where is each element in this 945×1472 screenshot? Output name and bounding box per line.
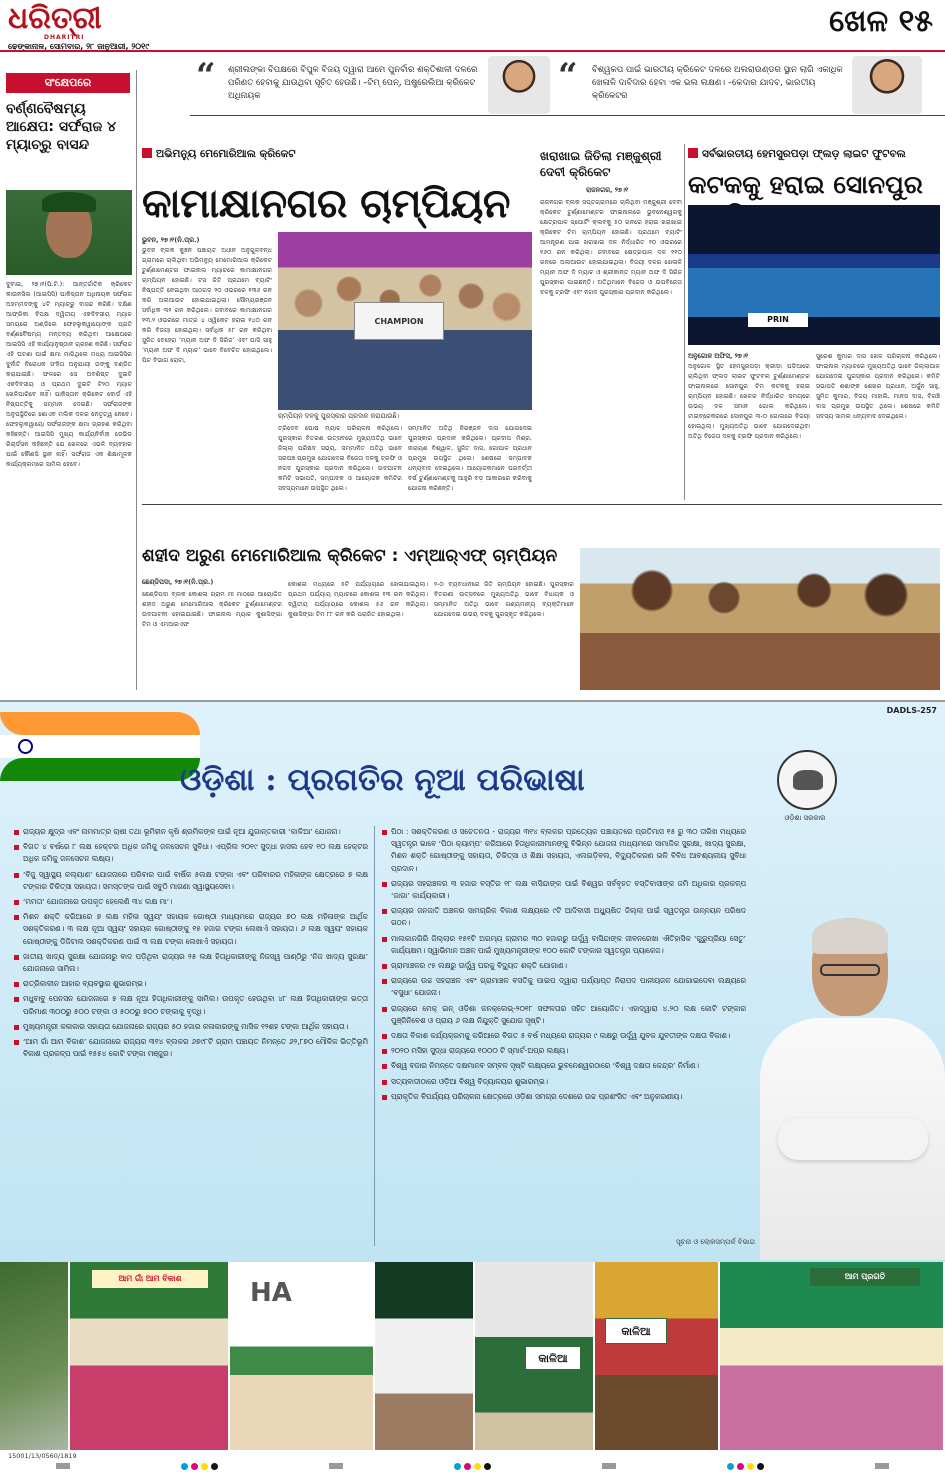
ad-list-item: ରାଜ୍ୟର ସହରାଞ୍ଚଳର ୩ ହଜାର ବସ୍ତିର ୧୮ ଲକ୍ଷ ବାସିନ୍ଦାଙ୍କ ପାଇଁ ବିଶ୍ୱର ସର୍ବବୃହତ ବସ୍ତିବାସୀଙ୍କ ଜମି ଅଧିକାର ପ୍ରକଳ୍ପ ‘ଜାଗା’ କାର୍ଯ୍ୟକାରୀ। [382, 878, 746, 902]
lead-col1: ଭୁବନ ବ୍ଲକ କୁଞ୍ଚନ ପଞ୍ଚାୟତ ଅଧୀନ ଅନୁଗୁଳବନ୍ଧ ଗ୍ରାମରେ ଚାଲିଥିବା ଅଭିମନ୍ୟୁ ମେମୋରିଆଲ କ୍ରିକେଟ ଟୁର୍ଣ୍ଣାମେଣ୍ଟର ଫାଇନାଲ ମ୍ୟାଚରେ କାମାକ୍ଷାନଗର ଚାମ୍ପିୟନ ହୋଇଛି। ଟସ ଜିତି ପ୍ରଥମେ ବ୍ୟାଟିଂ ନିଷ୍ପତ୍ତି ନେଇଥିବା ଆଠଗଡ଼ ୨୦ ଓଭରରେ ୧୩୬ ରନ କରି ଅଲଆଉଟ ହୋଇଯାଇଥିଲା। ସୌମ୍ୟରଞ୍ଜନ ସର୍ବାଧିକ ୩୨ ରନ କରିଥିଲେ। ଜବାବରେ କାମାକ୍ଷାନଗର ୧୩.୨ ଓଭରରେ ମାତ୍ର ୪ ଓ୍ୱିକେଟ ହରାଇ ୧୪୦ ରନ କରି ବିଜୟୀ ହୋଇଥିଲା। ସର୍ବାଧିକ ୫୮ ରନ କରିଥିବା ସୁଜିତ ବେହେରା ‘ମ୍ୟାନ ଅଫ ଦି ସିରିଜ’ ଏବଂ ଘାସି ସାହୁ ‘ମ୍ୟାନ ଅଫ ଦି ମ୍ୟାଚ’ ଭାବେ ବିବେଚିତ ହୋଇଥିଲେ। ପିଚ ବିଭାଗ ରୋଟା, [142, 247, 272, 364]
quote-1: ଶ୍ରୀଲଙ୍କା ବିପକ୍ଷରେ ବିପୁଳ ବିଜୟ ଦ୍ୱାରା ଆମେ ପୁନର୍ବାର ଶକ୍ତିଶାଳୀ ଦଳରେ ପରିଣତ ହେବାକୁ ଯାଉଥିବା ସୂଚିତ ହେଉଛି। –ଟିମ୍ ପେନ୍, ଅଷ୍ଟ୍ରେଲିଆ କ୍ରିକେଟ ଅଧିନାୟକ [228, 65, 478, 101]
ad-list-item: ଗ୍ରାମାଞ୍ଚଳର ୯୫ ଲକ୍ଷରୁ ଊର୍ଦ୍ଧ୍ୱ ଘରକୁ ବିଦ୍ୟୁତ ଶକ୍ତି ଯୋଗାଣ। [382, 960, 746, 972]
lead-byline: ଭୁବନ, ୨୭।୧(ନି.ପ୍ର.) [142, 236, 200, 244]
column-divider [136, 70, 137, 690]
strip-photo-kalia-2 [595, 1262, 720, 1450]
shaheed-col1: ଛେଣ୍ଡିପଦା ବ୍ଲକ କୋଶଳା ଗ୍ରାମ ମୀ ମାଠରେ ଆୟୋଜିତ ଶହୀଦ ଅରୁଣ ମେମୋରିଆଲ କ୍ରିକେଟ ଟୁର୍ଣ୍ଣାମେଣ୍ଟର ଉଦଘାଟନୀ ହୋଇଯାଇଛି। ଫାଇନାଲ ମ୍ୟାଚ କୁଶାସିଙ୍ଗା ଟିମ ଓ ଏମଆରଏଫ [142, 591, 282, 628]
ad-list-item: ରାଜ୍ୟର କ୍ଷୁଦ୍ର ଏବଂ ନାମମାତ୍ର ଚାଷୀ ତଥା ଭୂମିହୀନ କୃଷି ଶ୍ରମିକଙ୍କ ପାଇଁ ନୂଆ ଯୁଗାନ୍ତକାରୀ ‘କାଳିଆ’ ଯୋଜନା। [14, 826, 368, 838]
ad-divider [374, 826, 375, 1246]
ad-list-item: ବିଶ୍ୱ ବଜାର ନିମନ୍ତେ ଦକ୍ଷମାନବ ସମ୍ବଳ ସୃଷ୍ଟି ଲକ୍ଷ୍ୟରେ ଭୁବନେଶ୍ୱରଠାରେ ‘ବିଶ୍ୱ ଦକ୍ଷତା କେନ୍ଦ୍ର’ ନିର୍ମାଣ। [382, 1060, 746, 1072]
strip-photo-meeting [720, 1262, 945, 1450]
registration-mark-icon [56, 1463, 70, 1469]
strip-banner: HA [250, 1278, 292, 1308]
ad-headline: ଓଡ଼ିଶା : ପ୍ରଗତିର ନୂଆ ପରିଭାଷା [180, 762, 585, 798]
lead-photo [278, 232, 532, 410]
football-col1: ଅନୁଗୋଳ ସ୍ଥିତ ହେମସୁରପଡ଼ା କ୍ରୀଡ଼ା ପଡ଼ିଆରେ ଚାଲିଥିବା ଫ୍ଲଡ଼ ଲାଇଟ ଫୁଟବଲ ଟୁର୍ଣ୍ଣାମେଣ୍ଟର ଫାଇନାଲରେ ସୋନପୁର ଟିମ କଟକକୁ ହରାଇ ଚାମ୍ପିୟନ ହୋଇଛି। ଖେଳର ନିର୍ଦ୍ଧାରିତ ସମୟରେ ଉଭୟ ଦଳ ସମାନ ଗୋଲ କରିଥିଲେ। ଟାଇବ୍ରେକରରେ ସୋନପୁର ୩-୦ ଗୋଲରେ ବିଜୟୀ ହୋଇଥିଲା। ମୁଖ୍ୟଅତିଥି ଭାବେ ଯୋଗଦେଇଥିବା ଅତିଥି ବିଜେତା ଦଳକୁ ଟ୍ରଫି ପ୍ରଦାନ କରିଥିଲେ। [688, 363, 810, 440]
registration-mark-icon [875, 1463, 889, 1469]
brief-tag: ସଂକ୍ଷେପରେ [6, 73, 130, 93]
print-code: 15001/13/0560/1819 [8, 1452, 77, 1460]
column-divider [684, 144, 685, 500]
ad-list-item: ରାତ୍ରିକାଳୀନ ଆହାର ବ୍ୟବସ୍ଥାର ଶୁଭାରମ୍ଭ। [14, 978, 368, 990]
strip-banner: ଆମ ପ୍ରଗତି [810, 1268, 920, 1286]
brief-photo [6, 190, 132, 275]
strip-photo-cm [375, 1262, 475, 1450]
ad-credit: ସୂଚନା ଓ ଲୋକସମ୍ପର୍କ ବିଭାଗ [675, 1238, 755, 1246]
shaheed-col3: ୨-୦ ବ୍ୟବଧାନରେ ଜିତି ଚାମ୍ପିୟନ ହୋଇଛି। ପୁରସ୍କାର ବିତରଣୀ ଉତ୍ସବରେ ମୁଖ୍ୟଅତିଥି ଭାବେ ବିଧାୟକ ଓ ସମ୍ମାନିତ ଅତିଥି ଭାବେ ଗଣ୍ୟମାନ୍ୟ ବ୍ୟକ୍ତିମାନେ ଯୋଗଦେଇ ଉଭୟ ଦଳକୁ ପୁରସ୍କୃତ କରିଥିଲେ। [434, 581, 574, 618]
ad-list-item: ‘ବିଜୁ ସ୍ୱାସ୍ଥ୍ୟ କଲ୍ୟାଣ’ ଯୋଜନାରେ ପରିବାର ପାଇଁ ବାର୍ଷିକ ୫ଲକ୍ଷ ଟଙ୍କା ଏବଂ ପରିବାରର ମହିଳାଙ୍କ କ୍ଷେତ୍ରରେ ୭ ଲକ୍ଷ ଟଙ୍କାର ଚିକିତ୍ସା ସହାୟତା। ସମସ୍ତଙ୍କ ପାଇଁ ସବୁଠି ମାଗଣା ସ୍ୱାସ୍ଥ୍ୟସେବା। [14, 869, 368, 893]
shaheed-byline: ଛେଣ୍ଡିପଦା, ୨୭।୧(ନି.ପ୍ର.) [142, 578, 214, 586]
shaheed-photo [580, 548, 940, 690]
registration-mark-icon [454, 1463, 491, 1470]
lead-caption: ଚାମ୍ପିୟନ ଦଳକୁ ପୁରସ୍କାର ପ୍ରଦାନ କରାଯାଉଛି। [278, 412, 400, 420]
quote-2: ବିଶ୍ୱକପ ପାଇଁ ଭାରତୀୟ କ୍ରିକେଟ ଦଳରେ ଅଲରାଉଣ୍ଡର ସ୍ଥାନ ଲାଗି ଏକାଧିକ ଖେଳାଳି ଦାବିଦାର ହେବା ଏକ ଭଲ ଲକ୍ଷଣ। –କେଦାର ଯାଦବ, ଭାରତୀୟ କ୍ରିକେଟର [592, 65, 843, 101]
quote-mark-icon: “ [558, 56, 578, 96]
logo-subtext: DHARITRI [44, 34, 85, 41]
ad-right-list [382, 826, 746, 1106]
lead-col2: ତ୍ରିଦେବ ଘୋଷ ମ୍ୟାଚ ପରିଚାଳନା କରିଥିଲେ। ପୁରସ୍କାର ବିତରଣ ଉତ୍ସବରେ ମୁଖ୍ୟଅତିଥି ଭାବେ ଜିଲ୍ଲା ପରିଷଦ ସଭ୍ୟ, ସମ୍ମାନିତ ଅତିଥି ଭାବେ ସରପଞ୍ଚ ପ୍ରମୁଖ ଯୋଗଦେଇ ବିଜେତା ଦଳକୁ ଟ୍ରଫି ଓ ନଗଦ ପୁରସ୍କାର ପ୍ରଦାନ କରିଥିଲେ। ଉଦଘାଟନ କମିଟି ସଭାପତି, ସମ୍ପାଦକ ଓ ଆୟୋଜକ କମିଟିର ସଦସ୍ୟମାନେ ଉପସ୍ଥିତ ଥିଲେ। [278, 425, 402, 492]
football-photo [688, 205, 940, 345]
brief-body: ଦୁବାଇ, ୨୭।୧(ପି.ଟି.): ଆନ୍ତର୍ଜାତିକ କ୍ରିକେଟ କାଉନସିଲ (ଆଇସିସି) ପାକିସ୍ତାନ ଅଧିନାୟକ ସର୍ଫରାଜ ଅହମ୍ମଦଙ୍କୁ ୪ଟି ମ୍ୟାଚ୍‌ରୁ ବାସନ୍ଦ କରିଛି। ଦକ୍ଷିଣ ଆଫ୍ରିକା ବିପକ୍ଷ ଦ୍ୱିତୀୟ ଏକଦିବସୀୟ ମ୍ୟାଚ ସମୟରେ ଅଣ୍ଡିଲେ ଫେହଲୁକୱାୟୋଙ୍କ ପ୍ରତି ବର୍ଣ୍ଣବୈଷମ୍ୟ ମନ୍ତବ୍ୟ କରିଥିବା ଆକ୍ଷେପରେ ଆଇସିସି ଏହି କାର୍ଯ୍ୟାନୁଷ୍ଠାନ ଗ୍ରହଣ କରିଛି। ସର୍ଫରାଜ ଏହି ଘଟଣା ପାଇଁ କ୍ଷମା ମାଗିଥିଲେ ମଧ୍ୟ ଆଇସିସିର ଦୁର୍ନୀତି ନିରୋଧକ ସଂହିତା ଅନୁଯାୟୀ ତାଙ୍କୁ ଦଣ୍ଡିତ କରାଯାଇଛି। ଫଳରେ ସେ ଅବଶିଷ୍ଟ ଦୁଇଟି ଏକଦିବସୀୟ ଓ ପ୍ରଥମ ଦୁଇଟି ଟି୨୦ ମ୍ୟାଚ ଖେଳିପାରିବେ ନାହିଁ। ପାକିସ୍ତାନ କ୍ରିକେଟ ବୋର୍ଡ ଏହି ନିଷ୍ପତ୍ତିକୁ ସମ୍ମାନ ଦେଇଛି। ସର୍ଫରାଜଙ୍କ ଅନୁପସ୍ଥିତିରେ ଶୋଏବ ମଲିକ ଦଳର ନେତୃତ୍ୱ ନେବେ। ଫେହଲୁକୱାୟୋ ସର୍ଫରାଜଙ୍କ କ୍ଷମା ଗ୍ରହଣ କରିଥିବା କହିଛନ୍ତି। ଆଇସିସି ମୁଖ୍ୟ କାର୍ଯ୍ୟନିର୍ବାହୀ ଡେଭିଡ ରିଚାର୍ଡସନ କହିଛନ୍ତି ଯେ ଖେଳରେ ଏଭଳି ବ୍ୟବହାର ପାଇଁ କୌଣସି ସ୍ଥାନ ନାହିଁ। ସର୍ଫରାଜ ଏକ ଶିକ୍ଷାମୂଳକ କାର୍ଯ୍ୟକ୍ରମରେ ସାମିଲ ହେବେ। [6, 281, 132, 468]
ad-photo-strip [0, 1262, 945, 1450]
ad-list-item: ‘ମମତା’ ଯୋଜନାରେ ଉପକୃତ ହେଲେଣି ୩୪ ଲକ୍ଷ ମା’। [14, 896, 368, 908]
lead-headline: କାମାକ୍ଷାନଗର ଚାମ୍ପିୟନ [142, 181, 510, 227]
kharakhai-body: ରାଜନଗର ବ୍ଲକ ସପ୍ତଗ୍ରାମରେ ଚାଲିଥିବା ମଞ୍ଜୁଶ୍ରୀ ଦେବୀ କ୍ରିକେଟ ଟୁର୍ଣ୍ଣାମେଣ୍ଟର ଫାଇନାଲରେ ଭୁବନେଶ୍ୱରକୁ କ୍ଷେତ୍ରପାଳ ସ୍ପୋର୍ଟିଂ କ୍ଲବକୁ ୫୦ ରନରେ ହରାଇ ଖରାଖାଇ କ୍ରିକେଟ ଟିମ ଚାମ୍ପିୟନ ହୋଇଛି। ପ୍ରଥମେ ବ୍ୟାଟିଂ ଆମନ୍ତ୍ରଣ ପାଇ ଖରାଖାଇ ଦଳ ନିର୍ଦ୍ଧାରିତ ୨୦ ଓଭରରେ ୧୬୦ ରନ କରିଥିଲା। ଜବାବରେ କ୍ଷେତ୍ରପାଳ ଦଳ ୧୧୦ ରନରେ ଅଲଆଉଟ ହୋଇଯାଇଥିଲା। ବିଜୟୀ ଦଳର ଖେଳାଳି ମ୍ୟାନ ଅଫ ଦି ମ୍ୟାଚ ଓ ଶ୍ରୀକାନ୍ତ ମ୍ୟାନ ଅଫ ଦି ସିରିଜ ପୁରସ୍କାର ପାଇଛନ୍ତି। ଅତିଥିମାନେ ବିଜେତା ଓ ଉପବିଜେତା ଦଳକୁ ଟ୍ରଫି ଏବଂ ନଗଦ ପୁରସ୍କାର ପ୍ରଦାନ କରିଥିଲେ। [540, 199, 682, 296]
quote-2-photo [852, 56, 922, 114]
kalia-placard: କାଳିଆ [525, 1346, 581, 1370]
ad-list-item: ସତ୍ୟବାଦୀଠାରେ ଓଡ଼ିଆ ବିଶ୍ୱ ବିଦ୍ୟାଳୟର ଶୁଭାରମ୍ଭ। [382, 1076, 746, 1088]
ad-list-item: ମଧୁବାବୁ ପେନସନ ଯୋଜନାରେ ୫ ଲକ୍ଷ ନୂଆ ହିତାଧିକାରୀଙ୍କୁ ସାମିଲ। ଉପକୃତ ହେଉଥିବା ୪୮ ଲକ୍ଷ ହିତାଧିକାରୀଙ୍କ ଭତ୍ତା ପରିମାଣ ୩୦୦ରୁ ୫୦୦ ଟଙ୍କା ଓ ୫୦୦ରୁ ୭୦୦ ଟଙ୍କାକୁ ବୃଦ୍ଧି। [14, 993, 368, 1017]
ad-left-list [14, 826, 368, 1063]
ad-list-item: ୨୦୨୦ ମସିହା ସୁଦ୍ଧା ରାଜ୍ୟରେ ୧୦୦୦ ଟି ସ୍ମାର୍ଟ-ଅପ୍‌ର ଲକ୍ଷ୍ୟ। [382, 1045, 746, 1057]
ad-list-item: ‘ଆମ ଗାଁ ଆମ ବିକାଶ’ ଯୋଜନାରେ ରାଜ୍ୟର ୩୧୪ ବ୍ଲକର ୬୭୯୮ଟି ଗ୍ରାମ ପଞ୍ଚାୟତ ନିମନ୍ତେ ୬୨,୮୭୦ ମୌଳିକ ଭିତ୍ତିଭୂମି ବିକାଶ ପ୍ରକଳ୍ପ ପାଇଁ ୧୫୫୪ କୋଟି ଟଙ୍କା ମଞ୍ଜୁର। [14, 1036, 368, 1060]
govt-label: ଓଡ଼ିଶା ସରକାର [784, 814, 826, 822]
lead-col3: ସମ୍ମାନିତ ଅତିଥି ନିରଞ୍ଜନ ଦାସ ଯୋଗଦେଇ ପୁରସ୍କାର ପ୍ରଦାନ କରିଥିଲେ। ପ୍ରଦୀପ ମିଶ୍ର, ନାରାୟଣ ବିଶ୍ୱାଳ, ସୁଜିତ ଦାସ, ଗୋପାଳ ପ୍ରଧାନ ପ୍ରମୁଖ ଉପସ୍ଥିତ ଥିଲେ। ଶେଷରେ ସମ୍ପାଦକ ଧନ୍ୟବାଦ ଦେଇଥିଲେ। ଆୟୋଜକମାନେ ପରବର୍ତ୍ତୀ ବର୍ଷ ଟୁର୍ଣ୍ଣାମେଣ୍ଟକୁ ଆହୁରି ବଡ଼ ଆକାରରେ କରିବାକୁ ଯୋଜନା କରିଛନ୍ତି। [408, 425, 532, 492]
registration-mark-icon [727, 1463, 764, 1470]
brief-headline: ବର୍ଣ୍ଣବୈଷମ୍ୟ ଆକ୍ଷେପ: ସର୍ଫରାଜ ୪ ମ୍ୟାଚ୍‌ରୁ ବାସନ୍ଦ [6, 101, 117, 153]
shaheed-headline: ଶହୀଦ ଅରୁଣ ମେମୋରିଆଲ କ୍ରିକେଟ : ଏମ୍‌ଆର୍‌ଏଫ୍ ଚାମ୍ପିୟନ [142, 546, 558, 566]
strip-photo-event [230, 1262, 375, 1450]
kalia-placard: କାଳିଆ [605, 1318, 667, 1344]
lead-kicker: ଅଭିମନ୍ୟୁ ମେମୋରିଆଲ କ୍ରିକେଟ [142, 148, 532, 161]
ad-list-item: ରାଜ୍ୟରେ ଉଚ୍ଚ ସହରାଞ୍ଚଳ ଏବଂ ଗ୍ରାମାଞ୍ଚଳ ବସତିକୁ ପାଇପ ଦ୍ୱାରା ପର୍ଯ୍ୟାପ୍ତ ନିରାପଦ ପାନୀୟଜଳ ଯୋଗାଇଦେବା ଲକ୍ଷ୍ୟରେ ‘ବସୁଧା’ ଯୋଜନା। [382, 975, 746, 999]
ad-list-item: ପିଠା : ସଶକ୍ତିକରଣ ଓ ସଚେତନତା - ରାଜ୍ୟର ୩୧୪ ବ୍ଲକର ପ୍ରତ୍ୟେକ ପଞ୍ଚାୟତରେ ପ୍ରତିମାସ ୧୫ ରୁ ୩୦ ତାରିଖ ମଧ୍ୟରେ ସ୍ୱତନ୍ତ୍ର ଭାବେ ‘ପିଠା କ୍ୟାମ୍ପ’ କରିଆରେ ହିତାଧିକାରୀମାନଙ୍କୁ ବିଭିନ୍ନ ଯୋଜନା ମାଧ୍ୟମରେ ସାମାଜିକ ସୁରକ୍ଷା, ଖାଦ୍ୟ ସୁରକ୍ଷା, ମିଶନ ଶକ୍ତି ଗୋଷ୍ଠୀଙ୍କୁ ସହାୟତା, ଚିକିତ୍ସା ଓ ଶିକ୍ଷା ସହାୟତା, ଏଲଇଡ଼ିବଲ, ବିଦ୍ୟୁତିକରଣ ଭଳି ବିବିଧ ଆବଶ୍ୟକୀୟ ସୁବିଧା ପ୍ରଦାନ। [382, 826, 746, 875]
newspaper-logo [8, 1, 128, 44]
football-kicker: ସର୍ବଭାରତୀୟ ହେମସୁରପଡ଼ା ଫ୍ଲଡ଼ ଲାଇଟ ଫୁଟବଲ [688, 148, 940, 161]
ad-list-item: ବିଗତ ୪ ବର୍ଷରେ ୮ ଲକ୍ଷ ହେକ୍ଟର ଅଧିକ ଜମିକୁ ଜଳସେଚନ ସୁବିଧା। ଏପ୍ରିଲ ୨୦୧୯ ସୁଦ୍ଧା ହାସଲ ହେବ ୧୦ ଲକ୍ଷ ହେକ୍ଟର ଅଧିକ ଜମିକୁ ଜଳସେଚନ ଲକ୍ଷ୍ୟ। [14, 841, 368, 865]
section-rule [142, 504, 942, 505]
strip-photo-dam [0, 1262, 70, 1450]
kharakhai-byline: ରାଜନଗର, ୨୭।୧ [586, 186, 629, 194]
ad-list-item: ମୁଖ୍ୟମନ୍ତ୍ରୀ କଳାକାର ସହାୟତା ଯୋଜନାରେ ରାଜ୍ୟର ୫୦ ହଜାର କଳାକାରଙ୍କୁ ମାସିକ ୧୨ଶହ ଟଙ୍କା ଆର୍ଥିକ ସହାୟତା। [14, 1021, 368, 1033]
kharakhai-headline: ଖରାଖାଇ ଜିତିଲା ମଞ୍ଜୁଶ୍ରୀ ଦେବୀ କ୍ରିକେଟ [540, 149, 662, 179]
strip-photo-ama-gaon [70, 1262, 230, 1450]
ad-list-item: ମାଲକାନଗିରି ଜିଲ୍ଲାର ୧୫୧ଟି ଅଗମ୍ୟ ଗ୍ରାମର ୩୦ ହଜାରରୁ ଊର୍ଦ୍ଧ୍ୱ ବାସିନ୍ଦାଙ୍କ ଜୀବନରେଖା ଐତିହାସିକ ‘ଗୁରୁପ୍ରିୟା ସେତୁ’ କାର୍ଯ୍ୟକ୍ଷମ। ସ୍ୱାଭିମାନ ଅଞ୍ଚଳ ପାଇଁ ମୁଖ୍ୟମନ୍ତ୍ରୀଙ୍କ ୧୦୦ କୋଟି ଟଙ୍କାର ସ୍ୱତନ୍ତ୍ର ପ୍ୟାକେଜ। [382, 933, 746, 957]
registration-marks [0, 1460, 945, 1472]
football-col2: ସୁରେଶ କୁମାର ଦାସ ଖେଳ ପରିଚାଳନା କରିଥିଲେ। ଫାଇନାଲ ମ୍ୟାଚରେ ମୁଖ୍ୟଅତିଥି ଭାବେ ଜିଲ୍ଲାପାଳ ଯୋଗଦେଇ ପୁରସ୍କାର ପ୍ରଦାନ କରିଥିଲେ। କମିଟି ସଭାପତି ଶଶାଙ୍କ ଶେଖର ପ୍ରଧାନ, ଅର୍ଜୁନ ସାହୁ, ସୁମିତ କୁମାର, ବିଜୟ ମାହାଲି, ମାନସ ଦାସ, ବିରଞ୍ଚି ଦାସ ପ୍ରମୁଖ ଉପସ୍ଥିତ ଥିଲେ। ଶେଷରେ କମିଟି ସଦସ୍ୟ ସାମଲ ଧନ୍ୟବାଦ ଦେଇଥିଲେ। [816, 353, 940, 420]
registration-mark-icon [602, 1463, 616, 1469]
registration-mark-icon [181, 1463, 218, 1470]
ad-list-item: ଦକ୍ଷତା ବିକାଶ କର୍ଯ୍ୟକ୍ରମକୁ କରିଆରେ ବିଗତ ୫ ବର୍ଷ ମଧ୍ୟରେ ରାଜ୍ୟର ୯ ଲକ୍ଷରୁ ଊର୍ଦ୍ଧ୍ୱ ଯୁବକ ଯୁବତୀଙ୍କ ଦକ୍ଷତା ବିକାଶ। [382, 1030, 746, 1042]
logo-text: ଧରିତ୍ରୀ [8, 1, 102, 36]
quote-1-photo [488, 56, 550, 114]
indian-flag-icon [0, 712, 200, 782]
strip-photo-kalia-1 [475, 1262, 595, 1450]
chief-minister-photo [760, 918, 945, 1260]
ad-code: DADLS-257 [886, 706, 937, 715]
ad-list-item: ରାଜ୍ୟରେ ମେକ୍ ଇନ୍ ଓଡ଼ିଶା କନକ୍ଲେଭ୍-୨୦୧୮ ସଫଳତାର ସହିତ ଆୟୋଜିତ। ଏହାଦ୍ୱାରା ୪.୨୦ ଲକ୍ଷ କୋଟି ଟଙ୍କାର ପୁଞ୍ଜିନିବେଶ ଓ ପ୍ରାୟ ୬ ଲକ୍ଷ ନିଯୁକ୍ତି ସୁଯୋଗ ସୃଷ୍ଟି। [382, 1003, 746, 1027]
dateline: ଢେଙ୍କାନାଳ, ସୋମବାର, ୨୮ ଜାନୁଆରୀ, ୨୦୧୯ [8, 42, 150, 51]
strip-banner: ଆମ ଗାଁ ଆମ ବିକାଶ [92, 1270, 208, 1288]
football-headline: କଟକକୁ ହରାଇ ସୋନପୁର [688, 170, 923, 199]
ad-list-item: ପ୍ରାକୃତିକ ବିପର୍ଯ୍ୟୟ ପରିଚାଳନା କ୍ଷେତ୍ରରେ ଓଡ଼ିଶା ସମଗ୍ର ଦେଶରେ ଉଚ୍ଚ ପ୍ରଶଂସିତ ଏବଂ ଅନୁକରଣୀୟ। [382, 1091, 746, 1103]
football-byline: ଅନୁଗୋଳ ଅଫିସ, ୨୭।୧ [688, 352, 749, 360]
quote-mark-icon: “ [196, 56, 216, 96]
ad-list-item: ମିଶନ ଶକ୍ତି କରିଆରେ ୭ ଲକ୍ଷ ମହିଳା ସ୍ୱୟଂ ସହାୟକ ଗୋଷ୍ଠୀ ମାଧ୍ୟମରେ ରାଜ୍ୟର ୭୦ ଲକ୍ଷ ମହିଳାଙ୍କ ଆର୍ଥିକ ସଶକ୍ତିକରଣ। ୩ ଲକ୍ଷ ନୂଆ ସ୍ୱୟଂ ସହାୟକ ଗୋଷ୍ଠୀଙ୍କୁ ୧୫ ହଜାର ଟଙ୍କା ଲେଖାଏଁ ସହାୟତା। ୬ ଲକ୍ଷ ସ୍ୱୟଂ ସହାୟକ ଗୋଷ୍ଠୀଙ୍କୁ ଡିଜିଟାଲ ସଶକ୍ତିକରଣ ପାଇଁ ୩ ଲକ୍ଷ ଟଙ୍କା ଲେଖାଏଁ ସହାୟତା। [14, 911, 368, 948]
sponsor-board: PRIN [748, 313, 808, 327]
shaheed-col2: କୋଶଳା ମଧ୍ୟରେ ୫ଟି ପର୍ଯ୍ୟାୟରେ ଖେଳାଯାଇଥିଲା। ପ୍ରଥମ ପର୍ଯ୍ୟାୟ ମ୍ୟାଚରେ କୋଶଳା ୧୩ ରନ କରିଥିଲା। ଦ୍ୱିତୀୟ ପର୍ଯ୍ୟାୟରେ କୋଶଳା ୫୬ ରନ କରିଥିଲା। କୁଶାସିଙ୍ଗା ଟିମ ୮୮ ରନ କରି ପରାଜିତ ହୋଇଥିଲା। [288, 581, 428, 618]
section-title: ଖେଳ ୧୫ [829, 4, 933, 39]
ad-list-item: ଜାତୀୟ ଖାଦ୍ୟ ସୁରକ୍ଷା ଯୋଜନାରୁ ବାଦ ପଡ଼ିଥିବା ରାଜ୍ୟର ୨୫ ଲକ୍ଷ ହିତାଧିକାରୀଙ୍କୁ ନିଜସ୍ୱ ପାଣ୍ଠିରୁ ‘ନିଜ ଖାଦ୍ୟ ସୁରକ୍ଷା’ ଯୋଜନାରେ ସାମିଲ। [14, 951, 368, 975]
champion-banner: CHAMPION [354, 302, 444, 340]
ad-list-item: ରାଜ୍ୟର ଜନଜାତି ଅଞ୍ଚଳର ସାମଗ୍ରିକ ବିକାଶ ଲକ୍ଷ୍ୟରେ ୯ଟି ଆଦିବାସୀ ଅଧ୍ୟୁଷିତ ଜିଲ୍ଲା ପାଇଁ ସ୍ୱତନ୍ତ୍ର ଉନ୍ନୟନ ପରିଷଦ ଗଠନ। [382, 905, 746, 929]
odisha-emblem-icon [777, 750, 837, 810]
registration-mark-icon [329, 1463, 343, 1469]
